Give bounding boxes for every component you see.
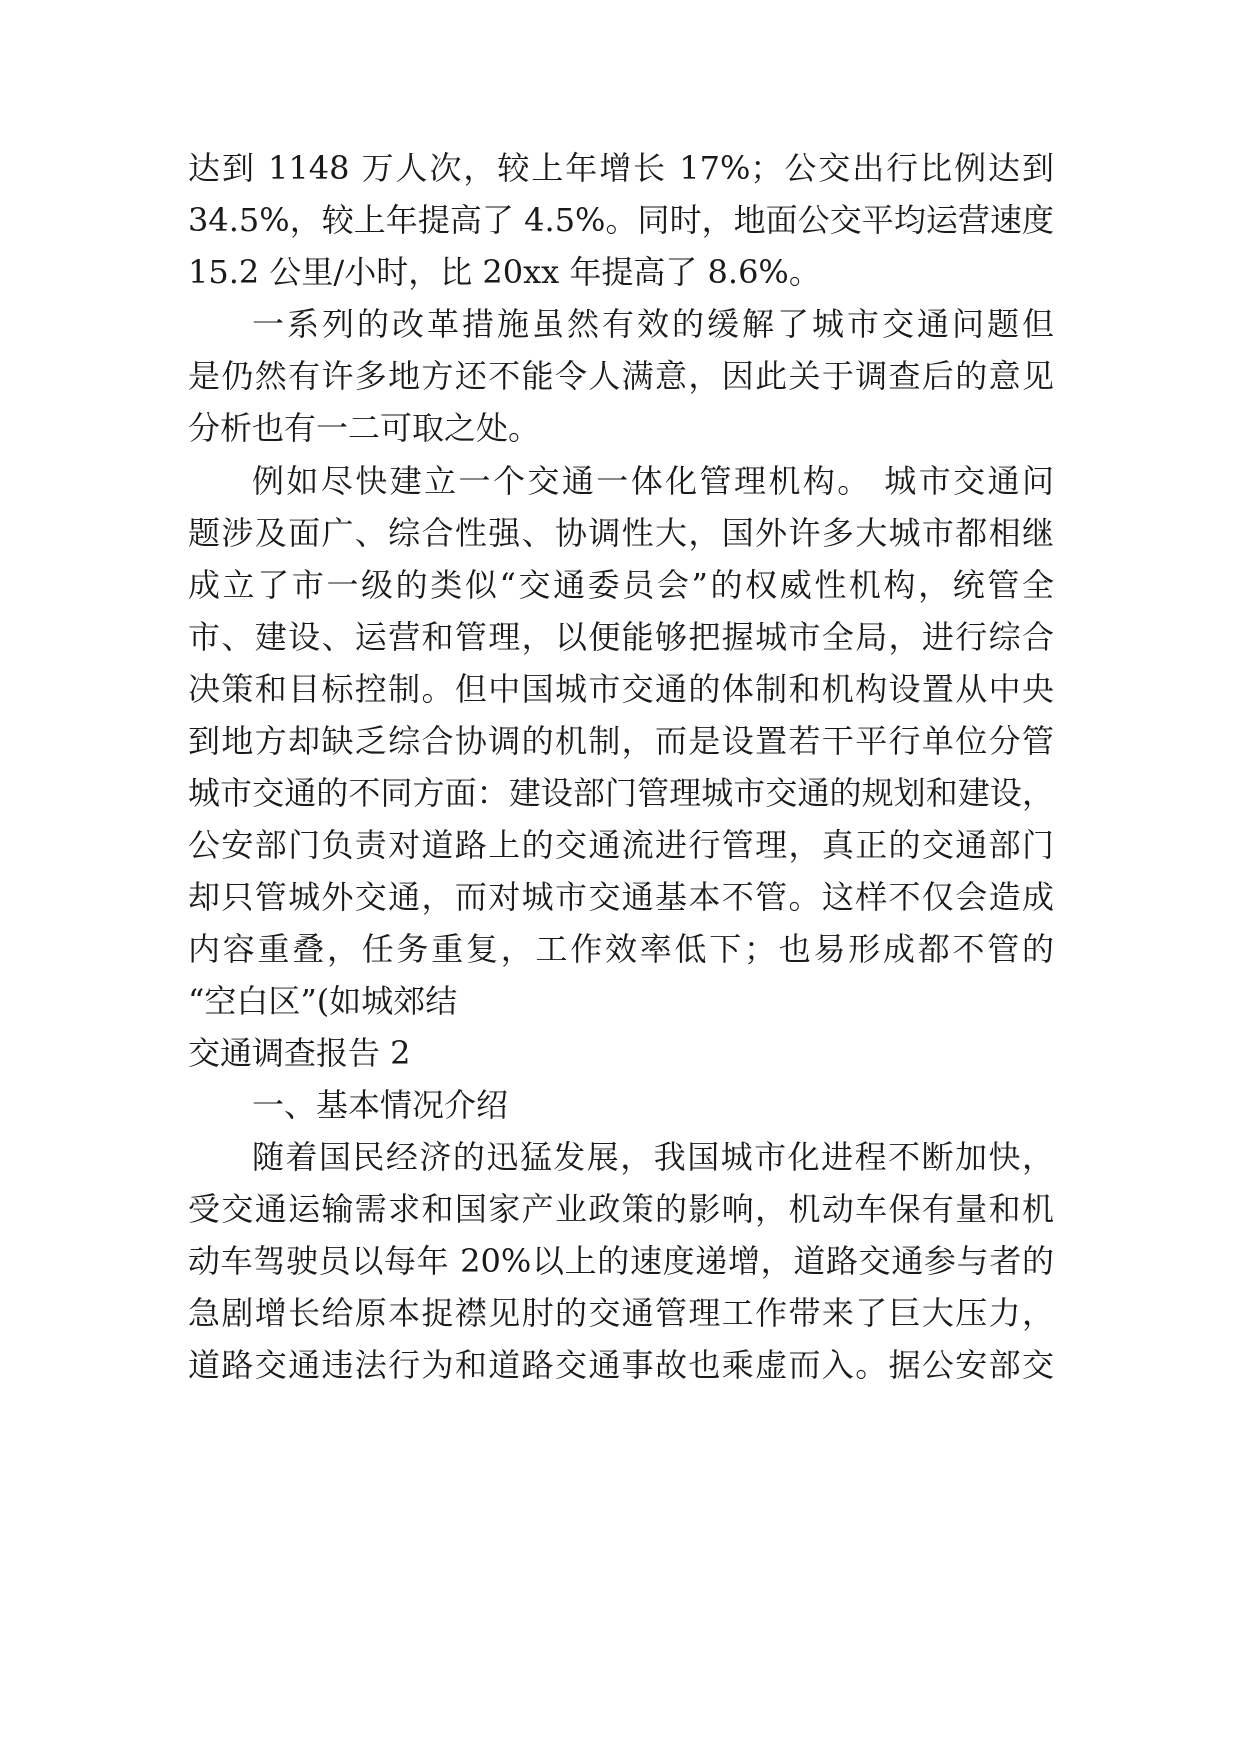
paragraph-line: 受交通运输需求和国家产业政策的影响，机动车保有量和机 <box>188 1190 1054 1228</box>
paragraph-line: 随着国民经济的迅猛发展，我国城市化进程不断加快， <box>252 1138 1054 1176</box>
paragraph-line: 成立了市一级的类似“交通委员会”的权威性机构，统管全 <box>188 566 1054 604</box>
paragraph-line: 分析也有一二可取之处。 <box>188 409 541 447</box>
paragraph-line: 题涉及面广、综合性强、协调性大，国外许多大城市都相继 <box>188 514 1054 552</box>
paragraph-line: 是仍然有许多地方还不能令人满意，因此关于调查后的意见 <box>188 357 1054 395</box>
paragraph-line: 34.5%，较上年提高了 4.5%。同时，地面公交平均运营速度 <box>188 201 1054 239</box>
paragraph-line: 急剧增长给原本捉襟见肘的交通管理工作带来了巨大压力， <box>188 1294 1054 1332</box>
paragraph-line: 一系列的改革措施虽然有效的缓解了城市交通问题但 <box>252 305 1054 343</box>
subheading: 一、基本情况介绍 <box>252 1086 509 1124</box>
paragraph-line: 道路交通违法行为和道路交通事故也乘虚而入。据公安部交 <box>188 1346 1054 1384</box>
paragraph-line: 内容重叠，任务重复，工作效率低下；也易形成都不管的 <box>188 930 1054 968</box>
paragraph-line: 到地方却缺乏综合协调的机制，而是设置若干平行单位分管 <box>188 722 1054 760</box>
paragraph-line: 达到 1148 万人次，较上年增长 17%；公交出行比例达到 <box>188 149 1054 187</box>
paragraph-line: 却只管城外交通，而对城市交通基本不管。这样不仅会造成 <box>188 878 1054 916</box>
section-title: 交通调查报告 2 <box>188 1034 411 1072</box>
paragraph-line: 动车驾驶员以每年 20%以上的速度递增，道路交通参与者的 <box>188 1242 1054 1280</box>
paragraph-line: 15.2 公里/小时，比 20xx 年提高了 8.6%。 <box>188 253 821 291</box>
paragraph-line: 例如尽快建立一个交通一体化管理机构。 城市交通问 <box>252 462 1054 500</box>
paragraph-line: “空白区”(如城郊结 <box>188 982 458 1020</box>
paragraph-line: 市、建设、运营和管理，以便能够把握城市全局，进行综合 <box>188 618 1054 656</box>
paragraph-line: 决策和目标控制。但中国城市交通的体制和机构设置从中央 <box>188 670 1054 708</box>
paragraph-line: 公安部门负责对道路上的交通流进行管理，真正的交通部门 <box>188 826 1054 864</box>
paragraph-line: 城市交通的不同方面：建设部门管理城市交通的规划和建设， <box>188 774 1054 812</box>
